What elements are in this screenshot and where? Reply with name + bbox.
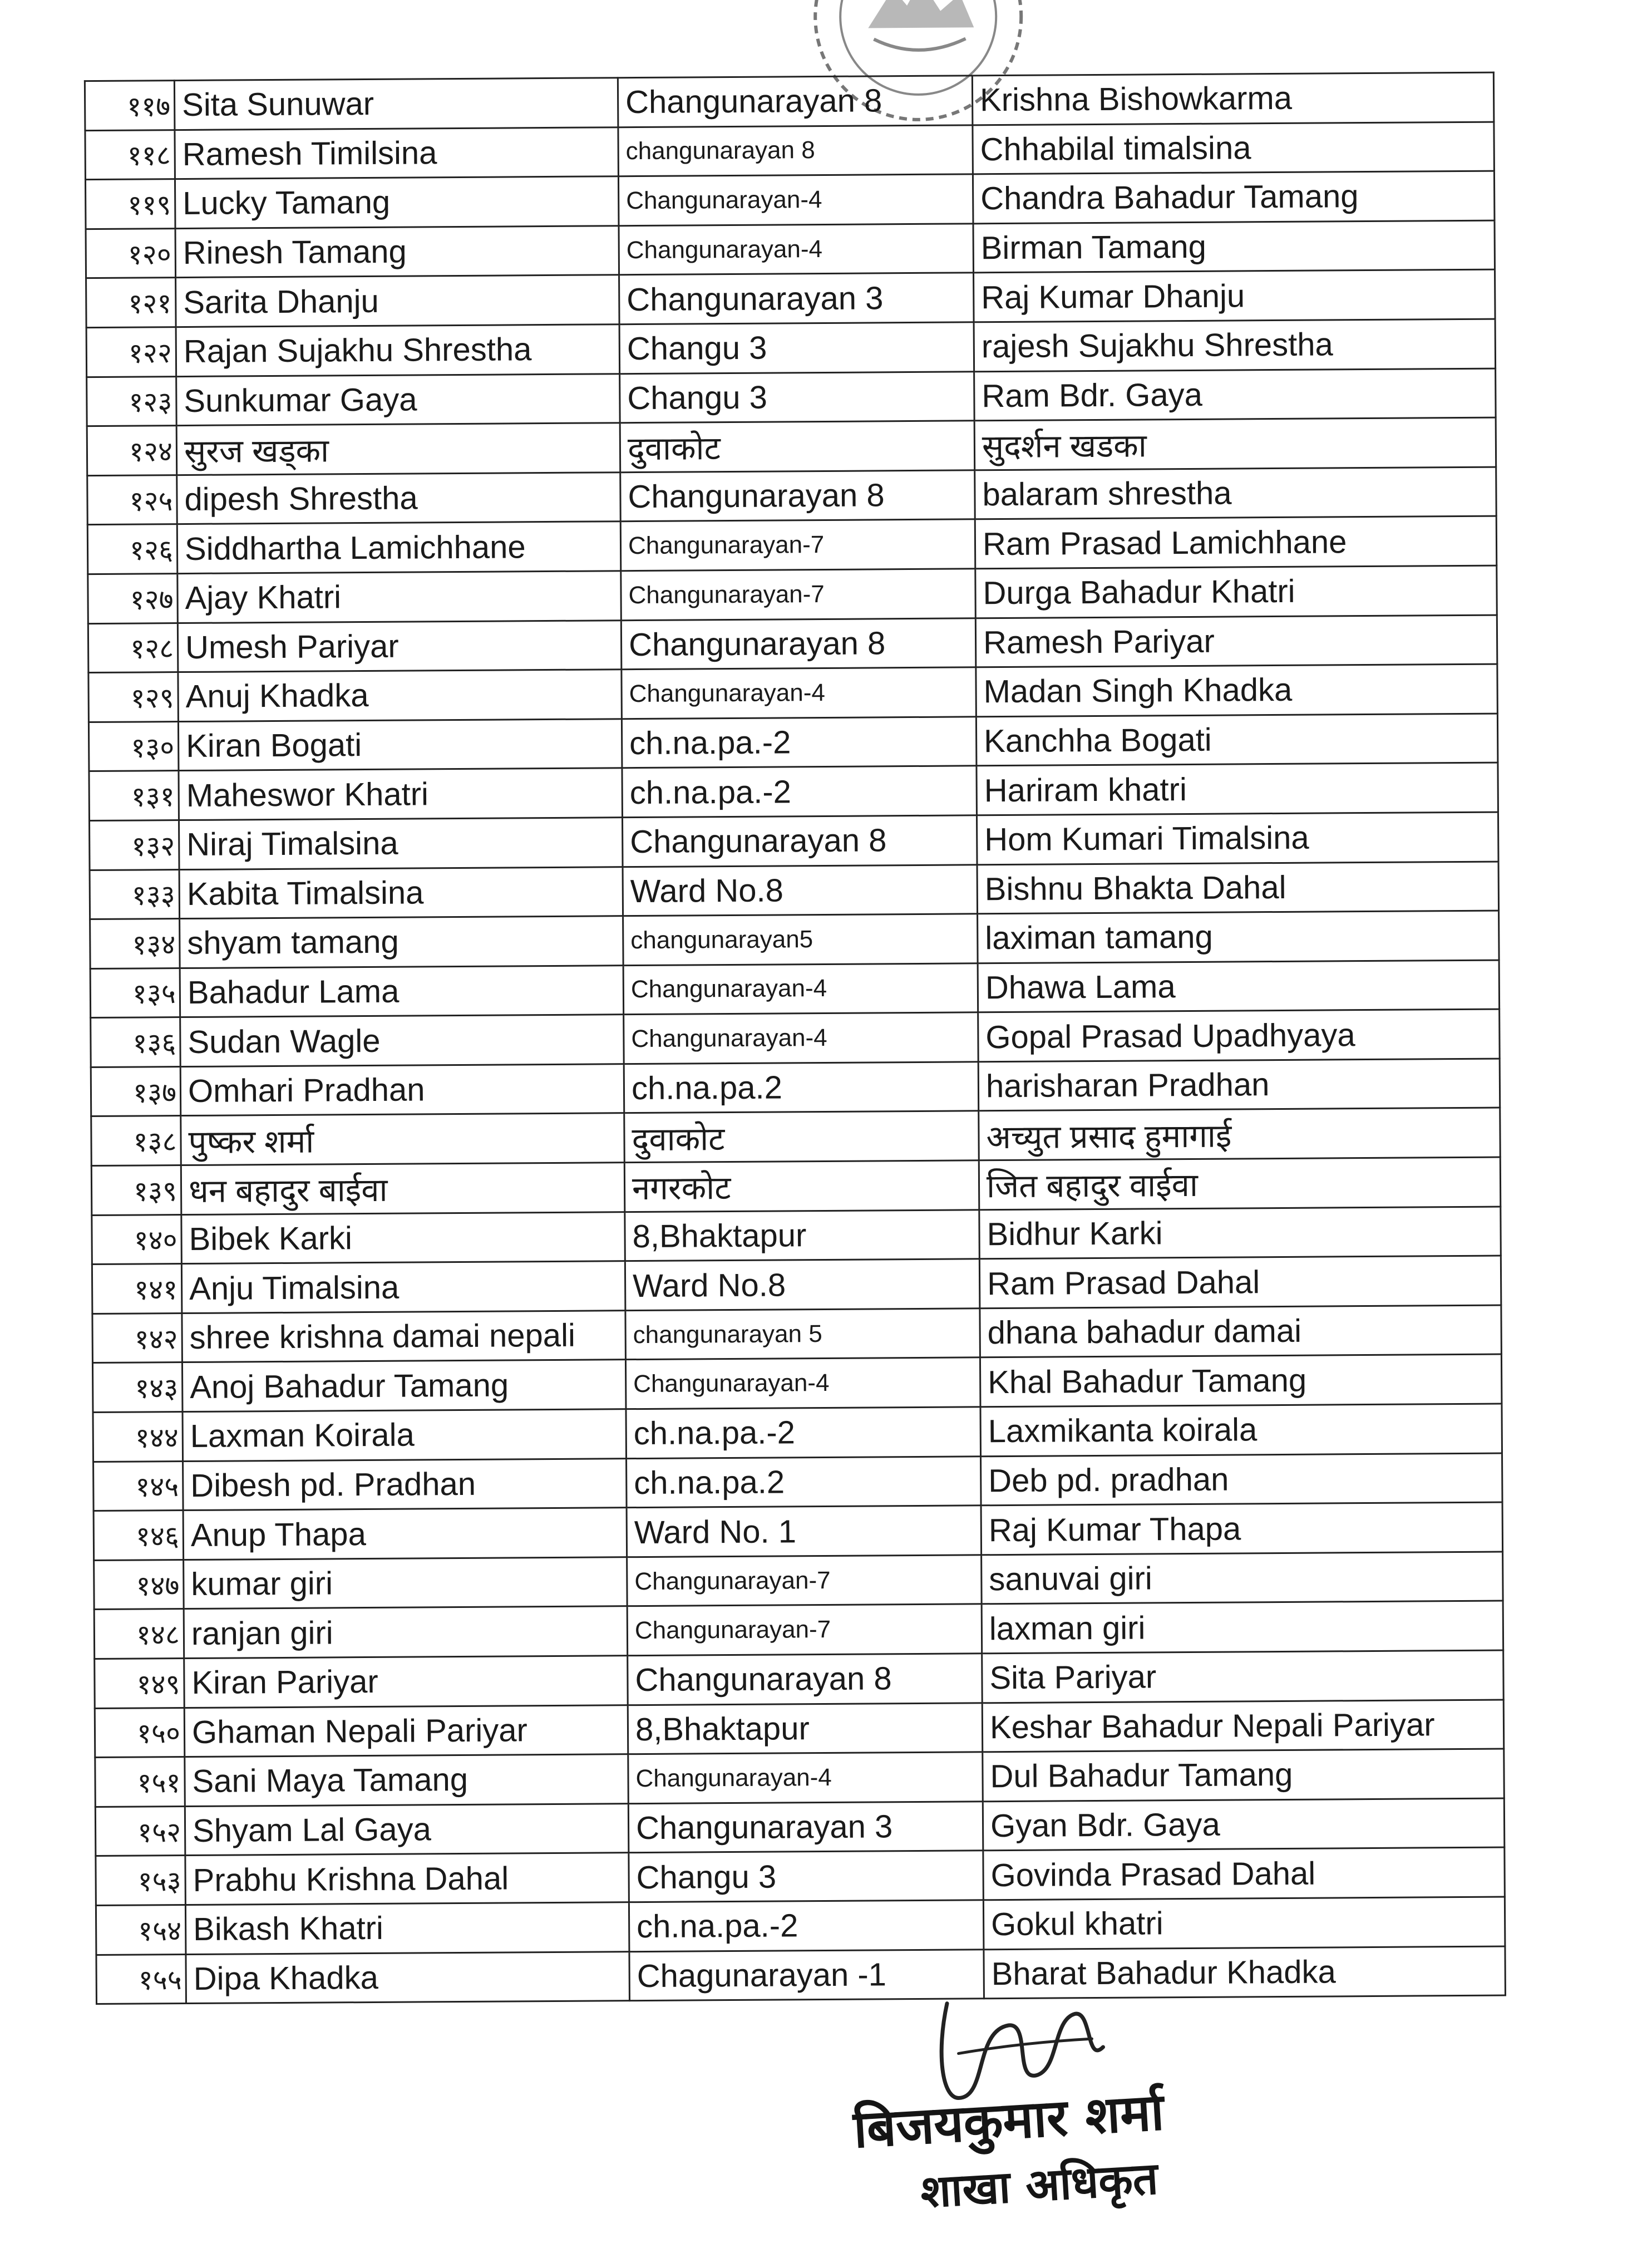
parent-name-cell: सुदर्शन खडका: [974, 417, 1496, 470]
name-cell: Prabhu Krishna Dahal: [185, 1853, 629, 1905]
name-cell: Umesh Pariyar: [177, 620, 622, 672]
parent-name-cell: Krishna Bishowkarma: [972, 72, 1494, 125]
serial-number-cell: १५४: [96, 1905, 186, 1955]
parent-name-cell: Ram Bdr. Gaya: [974, 368, 1496, 421]
table-row: [91, 1108, 1500, 1166]
name-cell: Sita Sunuwar: [174, 78, 618, 130]
parent-name-cell: जित बहादुर वाईवा: [979, 1157, 1501, 1209]
table-row: [95, 1749, 1504, 1807]
parent-name-cell: harisharan Pradhan: [978, 1059, 1500, 1111]
address-cell: Changunarayan 3: [619, 273, 974, 324]
table-row: [92, 1207, 1501, 1265]
address-cell: Changunarayan-4: [624, 1012, 979, 1064]
serial-number-cell: १४१: [92, 1264, 182, 1314]
table-row: [96, 1847, 1505, 1905]
name-cell: Rajan Sujakhu Shrestha: [176, 324, 620, 376]
signature-stamp-block: [836, 1985, 1238, 2243]
table-row: [94, 1601, 1503, 1659]
table-row: [85, 122, 1494, 180]
name-cell: Anuj Khadka: [178, 670, 622, 721]
name-cell: Sani Maya Tamang: [185, 1754, 629, 1806]
name-cell: Siddhartha Lamichhane: [177, 522, 621, 573]
name-cell: Omhari Pradhan: [180, 1064, 624, 1116]
address-cell: Changunarayan 8: [621, 618, 976, 669]
serial-number-cell: १३४: [90, 919, 180, 969]
serial-number-cell: १३६: [91, 1017, 181, 1068]
serial-number-cell: १२६: [87, 524, 177, 574]
address-cell: Ward No.8: [625, 1259, 980, 1310]
table-row: [85, 72, 1493, 130]
name-cell: shyam tamang: [180, 916, 624, 968]
name-cell: Lucky Tamang: [175, 176, 619, 228]
table-row: [89, 763, 1498, 820]
serial-number-cell: १२२: [86, 327, 176, 377]
parent-name-cell: Ram Prasad Lamichhane: [975, 516, 1497, 568]
address-cell: Ward No.8: [623, 864, 978, 916]
serial-number-cell: १२४: [87, 426, 177, 476]
table-row: [93, 1453, 1502, 1511]
serial-number-cell: १४५: [93, 1461, 184, 1511]
table-row: [90, 812, 1498, 870]
table-row: [86, 220, 1495, 278]
serial-number-cell: १४३: [92, 1362, 183, 1413]
parent-name-cell: laximan tamang: [978, 911, 1500, 963]
table-row: [90, 862, 1498, 919]
serial-number-cell: १४७: [94, 1560, 184, 1610]
table-row: [90, 911, 1499, 968]
serial-number-cell: १४८: [94, 1609, 184, 1659]
serial-number-cell: १२१: [86, 278, 176, 328]
parent-name-cell: Raj Kumar Thapa: [981, 1502, 1503, 1555]
table-row: [95, 1798, 1504, 1856]
address-cell: Changunarayan-4: [619, 224, 974, 275]
serial-number-cell: ११७: [85, 81, 175, 131]
address-cell: Changunarayan-7: [627, 1604, 982, 1655]
address-cell: ch.na.pa.-2: [629, 1900, 984, 1951]
address-cell: Changunarayan 3: [628, 1802, 983, 1853]
serial-number-cell: १२९: [88, 672, 179, 722]
serial-number-cell: १२३: [87, 376, 177, 426]
address-cell: 8,Bhaktapur: [628, 1703, 983, 1754]
name-cell: Sudan Wagle: [180, 1015, 624, 1066]
parent-name-cell: Gyan Bdr. Gaya: [983, 1798, 1505, 1851]
address-cell: changunarayan 8: [618, 125, 973, 176]
table-row: [93, 1502, 1502, 1560]
name-cell: Kiran Bogati: [178, 719, 622, 770]
applicant-table: [84, 72, 1506, 2005]
address-cell: ch.na.pa.-2: [626, 1407, 981, 1458]
parent-name-cell: Chandra Bahadur Tamang: [973, 171, 1495, 223]
name-cell: Sunkumar Gaya: [176, 373, 620, 425]
name-cell: Laxman Koirala: [183, 1409, 627, 1461]
name-cell: Dipa Khadka: [186, 1951, 630, 2003]
parent-name-cell: Ramesh Pariyar: [975, 615, 1497, 667]
parent-name-cell: Laxmikanta koirala: [980, 1404, 1502, 1456]
serial-number-cell: १५१: [95, 1757, 185, 1807]
parent-name-cell: sanuvai giri: [982, 1552, 1503, 1604]
serial-number-cell: १३७: [91, 1066, 181, 1116]
address-cell: Changunarayan-7: [627, 1555, 982, 1606]
name-cell: Kabita Timalsina: [179, 867, 623, 918]
serial-number-cell: १५३: [96, 1856, 186, 1906]
address-cell: Changunarayan-7: [620, 519, 975, 570]
address-cell: Changunarayan 8: [622, 815, 977, 867]
table-row: [91, 1059, 1500, 1116]
serial-number-cell: १४९: [95, 1659, 185, 1709]
parent-name-cell: Kanchha Bogati: [976, 714, 1498, 766]
table-row: [91, 1157, 1500, 1215]
table-row: [87, 368, 1496, 426]
address-cell: 8,Bhaktapur: [625, 1209, 980, 1261]
parent-name-cell: Govinda Prasad Dahal: [983, 1847, 1505, 1900]
address-cell: ch.na.pa.2: [627, 1456, 982, 1507]
address-cell: ch.na.pa.-2: [622, 717, 977, 768]
serial-number-cell: १५०: [95, 1708, 185, 1758]
stamp-officer-title: शाखा अधिकृत: [919, 2152, 1160, 2218]
parent-name-cell: Bidhur Karki: [979, 1207, 1501, 1259]
parent-name-cell: Dul Bahadur Tamang: [983, 1749, 1505, 1801]
address-cell: Changunarayan 8: [628, 1654, 983, 1705]
address-cell: Ward No. 1: [627, 1506, 982, 1557]
address-cell: नगरकोट: [624, 1160, 979, 1212]
parent-name-cell: Khal Bahadur Tamang: [980, 1354, 1502, 1406]
name-cell: Ajay Khatri: [177, 571, 622, 623]
table-row: [87, 467, 1496, 525]
table-row: [90, 960, 1499, 1018]
name-cell: kumar giri: [184, 1557, 628, 1608]
parent-name-cell: rajesh Sujakhu Shrestha: [974, 319, 1496, 371]
address-cell: Changu 3: [629, 1851, 984, 1902]
parent-name-cell: Hom Kumari Timalsina: [977, 812, 1498, 864]
name-cell: Dibesh pd. Pradhan: [183, 1458, 627, 1510]
serial-number-cell: १४२: [92, 1313, 183, 1363]
address-cell: ch.na.pa.2: [624, 1062, 979, 1113]
serial-number-cell: १३३: [90, 869, 180, 919]
name-cell: Maheswor Khatri: [179, 768, 623, 820]
address-cell: Changunarayan-4: [623, 963, 978, 1014]
name-cell: Sarita Dhanju: [176, 275, 620, 327]
serial-number-cell: १५५: [96, 1954, 186, 2004]
parent-name-cell: Hariram khatri: [977, 763, 1498, 815]
address-cell: Changunarayan 8: [620, 470, 975, 522]
serial-number-cell: १४४: [93, 1412, 183, 1462]
table-row: [87, 516, 1496, 574]
address-cell: Changu 3: [619, 322, 974, 373]
name-cell: Shyam Lal Gaya: [185, 1803, 629, 1855]
parent-name-cell: Chhabilal timalsina: [973, 122, 1495, 174]
name-cell: shree krishna damai nepali: [182, 1311, 626, 1362]
parent-name-cell: Dhawa Lama: [978, 960, 1500, 1012]
table-row: [86, 319, 1495, 377]
name-cell: पुष्कर शर्मा: [181, 1113, 625, 1165]
parent-name-cell: dhana bahadur damai: [980, 1305, 1502, 1357]
address-cell: Changunarayan-4: [628, 1752, 983, 1803]
table-row: [94, 1552, 1503, 1610]
address-cell: Changunarayan-4: [618, 174, 973, 225]
name-cell: Kiran Pariyar: [184, 1656, 628, 1708]
table-row: [91, 1009, 1500, 1067]
table-row: [93, 1404, 1502, 1462]
table-row: [88, 714, 1497, 771]
table-row: [88, 615, 1497, 673]
serial-number-cell: १३८: [91, 1116, 181, 1166]
parent-name-cell: Birman Tamang: [973, 220, 1495, 273]
address-cell: दुवाकोट: [624, 1111, 979, 1162]
serial-number-cell: १२८: [88, 623, 178, 673]
parent-name-cell: अच्युत प्रसाद हुमागाई: [979, 1108, 1501, 1160]
address-cell: Changu 3: [620, 371, 975, 422]
address-cell: Changunarayan-4: [625, 1357, 980, 1409]
serial-number-cell: १२०: [86, 228, 176, 278]
name-cell: Niraj Timalsina: [179, 818, 623, 869]
name-cell: Anoj Bahadur Tamang: [182, 1360, 626, 1411]
name-cell: Bahadur Lama: [180, 965, 624, 1017]
serial-number-cell: १२७: [88, 574, 178, 624]
name-cell: Bibek Karki: [181, 1212, 625, 1263]
parent-name-cell: Sita Pariyar: [982, 1650, 1504, 1703]
name-cell: Ghaman Nepali Pariyar: [184, 1705, 628, 1757]
name-cell: Anup Thapa: [183, 1508, 627, 1560]
address-cell: दुवाकोट: [620, 421, 975, 472]
serial-number-cell: १३०: [88, 721, 179, 771]
parent-name-cell: Ram Prasad Dahal: [979, 1256, 1501, 1308]
table-row: [95, 1650, 1503, 1708]
stamp-officer-name: बिजयकुमार शर्मा: [851, 2082, 1166, 2160]
name-cell: dipesh Shrestha: [177, 472, 621, 524]
name-cell: ranjan giri: [184, 1606, 628, 1658]
parent-name-cell: Keshar Bahadur Nepali Pariyar: [982, 1700, 1504, 1752]
name-cell: Bikash Khatri: [185, 1902, 629, 1954]
parent-name-cell: Deb pd. pradhan: [981, 1453, 1503, 1506]
table-row: [85, 171, 1494, 229]
name-cell: सुरज खड्का: [176, 423, 620, 475]
table-row: [95, 1700, 1503, 1758]
serial-number-cell: १३९: [91, 1165, 181, 1216]
parent-name-cell: Gokul khatri: [983, 1897, 1505, 1949]
table-row: [88, 664, 1497, 722]
serial-number-cell: १४६: [93, 1511, 184, 1561]
table-row: [92, 1256, 1501, 1314]
parent-name-cell: Madan Singh Khadka: [976, 664, 1498, 716]
serial-number-cell: १४०: [92, 1214, 182, 1265]
parent-name-cell: laxman giri: [982, 1601, 1503, 1653]
address-cell: Changunarayan-4: [622, 667, 977, 719]
parent-name-cell: balaram shrestha: [975, 467, 1497, 519]
table-row: [92, 1354, 1501, 1412]
name-cell: धन बहादुर बाईवा: [181, 1163, 625, 1214]
name-cell: Rinesh Tamang: [175, 225, 619, 277]
parent-name-cell: Raj Kumar Dhanju: [974, 269, 1496, 322]
parent-name-cell: Bharat Bahadur Khadka: [984, 1946, 1506, 1999]
table-row: [96, 1946, 1505, 2004]
table-row: [86, 269, 1495, 327]
serial-number-cell: ११९: [85, 179, 175, 229]
serial-number-cell: १३१: [89, 771, 179, 821]
table-row: [87, 417, 1496, 475]
parent-name-cell: Gopal Prasad Upadhyaya: [978, 1009, 1500, 1061]
serial-number-cell: १२५: [87, 475, 177, 525]
serial-number-cell: १५२: [95, 1806, 185, 1856]
serial-number-cell: १३५: [90, 968, 180, 1018]
address-cell: Changunarayan 8: [618, 76, 973, 127]
table-row: [92, 1305, 1501, 1363]
address-cell: ch.na.pa.-2: [622, 766, 977, 817]
address-cell: changunarayan 5: [625, 1308, 980, 1360]
name-cell: Ramesh Timilsina: [175, 127, 619, 179]
address-cell: Changunarayan-7: [621, 569, 976, 620]
table-row: [96, 1897, 1505, 1955]
serial-number-cell: १३२: [90, 820, 180, 870]
address-cell: Chagunarayan -1: [629, 1949, 984, 2000]
name-cell: Anju Timalsina: [181, 1261, 625, 1313]
address-cell: changunarayan5: [623, 914, 978, 965]
serial-number-cell: ११८: [85, 130, 175, 180]
parent-name-cell: Bishnu Bhakta Dahal: [977, 862, 1499, 914]
table-row: [88, 565, 1497, 623]
parent-name-cell: Durga Bahadur Khatri: [975, 565, 1497, 618]
